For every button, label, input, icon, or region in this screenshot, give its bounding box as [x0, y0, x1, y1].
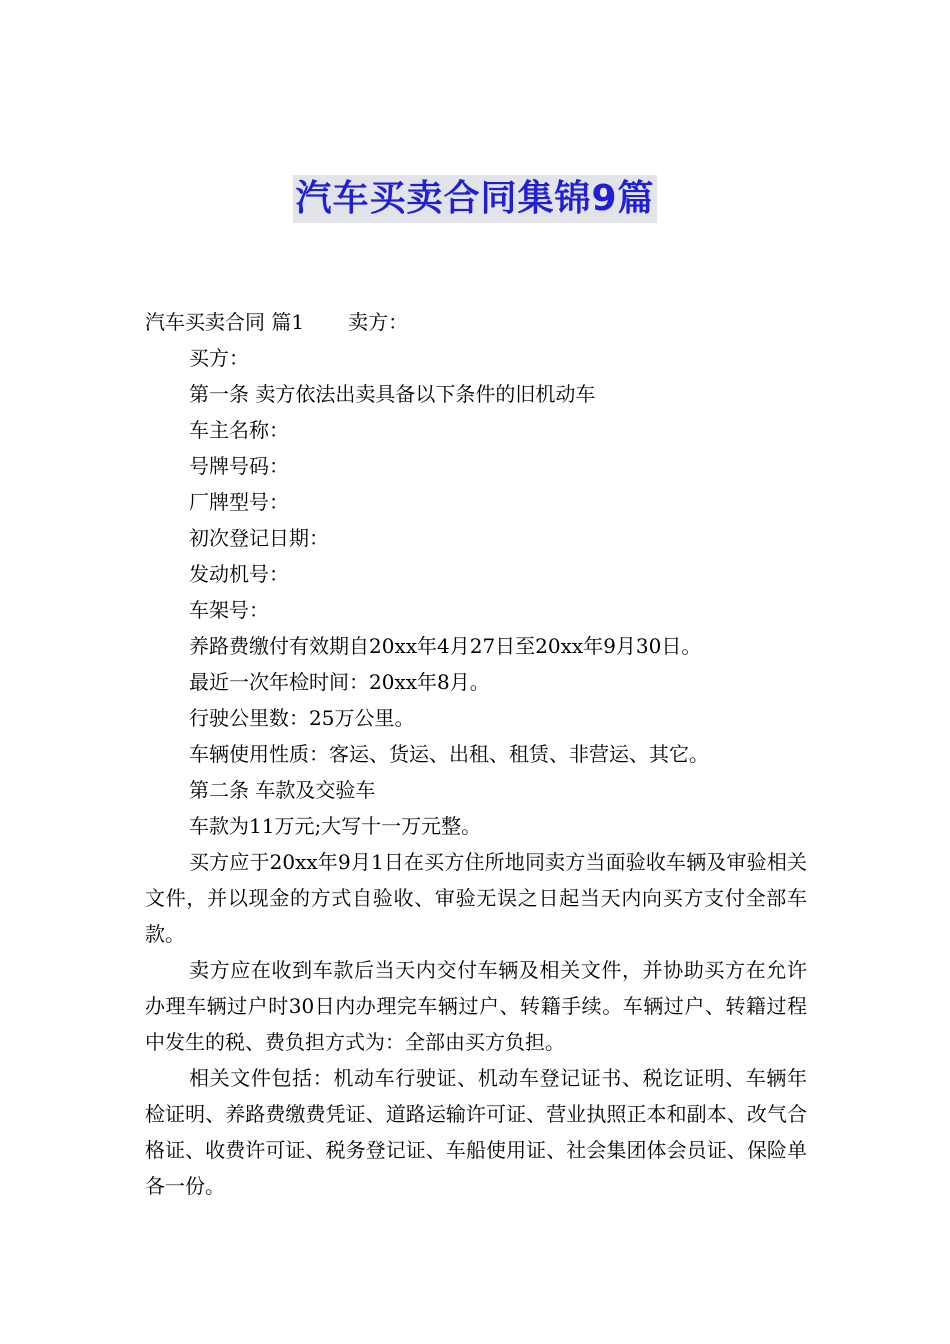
road-fee-line: 养路费缴付有效期自20xx年4月27日至20xx年9月30日。 — [189, 634, 702, 658]
brand-model-line: 厂牌型号： — [189, 490, 289, 514]
document-body — [145, 304, 807, 1204]
title-container — [0, 175, 950, 223]
buyer-line: 买方： — [189, 346, 249, 370]
delivery-paragraph: 卖方应在收到车款后当天内交付车辆及相关文件，并协助买方在允许办理车辆过户时30日内办理完车辆过户、转籍手续。车辆过户、转籍过程中发生的税、费负担方式为：全部由买方负担。 — [145, 958, 807, 1054]
seller-label: 卖方： — [348, 310, 409, 334]
price-line: 车款为11万元;大写十一万元整。 — [189, 814, 482, 838]
article-2-heading: 第二条 车款及交验车 — [189, 778, 376, 802]
inspection-paragraph: 买方应于20xx年9月1日在买方住所地同卖方当面验收车辆及审验相关文件，并以现金的方式自验收、审验无误之日起当天内向买方支付全部车款。 — [145, 850, 807, 946]
plate-number-line: 号牌号码： — [189, 454, 289, 478]
first-registration-line: 初次登记日期： — [189, 526, 329, 550]
owner-name-line: 车主名称： — [189, 418, 289, 442]
document-title: 汽车买卖合同集锦9篇 — [293, 175, 656, 223]
section-heading — [145, 304, 807, 340]
frame-number-line: 车架号： — [189, 598, 269, 622]
last-inspection-line: 最近一次年检时间：20xx年8月。 — [189, 670, 490, 694]
usage-nature-line: 车辆使用性质：客运、货运、出租、租赁、非营运、其它。 — [189, 742, 709, 766]
documents-paragraph: 相关文件包括：机动车行驶证、机动车登记证书、税讫证明、车辆年检证明、养路费缴费凭证、道路运输许可证、营业执照正本和副本、改气合格证、收费许可证、税务登记证、车船使用证、社会集团体会员证、保险单各一份。 — [145, 1066, 807, 1198]
section-heading-label: 汽车买卖合同 篇1 — [145, 310, 305, 334]
mileage-line: 行驶公里数：25万公里。 — [189, 706, 415, 730]
article-1-heading: 第一条 卖方依法出卖具备以下条件的旧机动车 — [189, 382, 596, 406]
engine-number-line: 发动机号： — [189, 562, 289, 586]
